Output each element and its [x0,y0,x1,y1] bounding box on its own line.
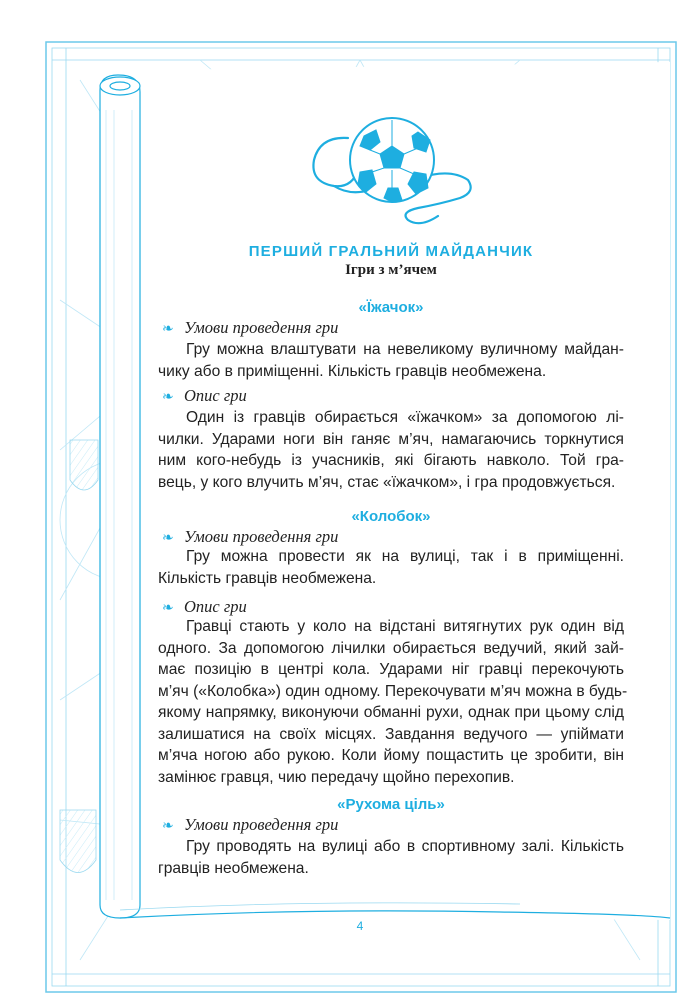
section-heading: ❧ Опис гри [162,597,247,616]
page-title: ПЕРШИЙ ГРАЛЬНИЙ МАЙДАНЧИК [248,243,534,260]
leaf-bullet-icon: ❧ [162,601,174,616]
leaf-bullet-icon: ❧ [162,531,174,546]
game-title-2: «Колобок» [351,508,431,525]
page-subtitle: Ігри з м’ячем [345,262,437,278]
paragraph: Гравці стають у коло на відстані витягнутих рук один від одного. За допомогою лічилки обирається ведучий, який зай- має позицію в центрі кола. Ударами ніг гравці перекочують м’яч («Колобка») один одному. Перекочувати м’яч можна в будь- якому напрямку, виконуючи обманні рухи, однак при цьому слід залишатися на своїх місцях. Завдання ведучого — упіймати м’яча ногою або рукою. Коли йому пощастить це зробити, він замінює гравця, чию передачу щойно перехопив. [158,618,628,786]
game-title-1: «Їжачок» [358,299,424,316]
game-title-3: «Рухома ціль» [337,796,445,813]
paragraph: Гру можна провести як на вулиці, так і в приміщенні. Кількість гравців необмежена. [158,548,624,587]
leaf-bullet-icon: ❧ [162,322,174,337]
paragraph: Один із гравців обирається «їжачком» за допомогою лі- чилки. Ударами ноги він ганяє м’яч, намагаючись торкнутися ним кого-небудь із учасників, які бігають навколо. Той гра- вець, у кого влучить м’яч, стає «їжачком», і гра продовжується. [158,409,624,491]
section-heading: ❧ Умови проведення гри [162,527,339,546]
leaf-bullet-icon: ❧ [162,390,174,405]
section-heading: ❧ Умови проведення гри [162,815,339,834]
section-heading: ❧ Опис гри [162,386,247,405]
soccer-ball-icon [300,108,480,228]
section-heading: ❧ Умови проведення гри [162,318,339,337]
paragraph: Гру проводять на вулиці або в спортивному залі. Кількість гравців необмежена. [158,838,624,877]
paragraph: Гру можна влаштувати на невеликому вуличному майдан- чику або в приміщенні. Кількість гравців необмежена. [158,341,624,380]
leaf-bullet-icon: ❧ [162,819,174,834]
page-number: 4 [356,919,364,933]
